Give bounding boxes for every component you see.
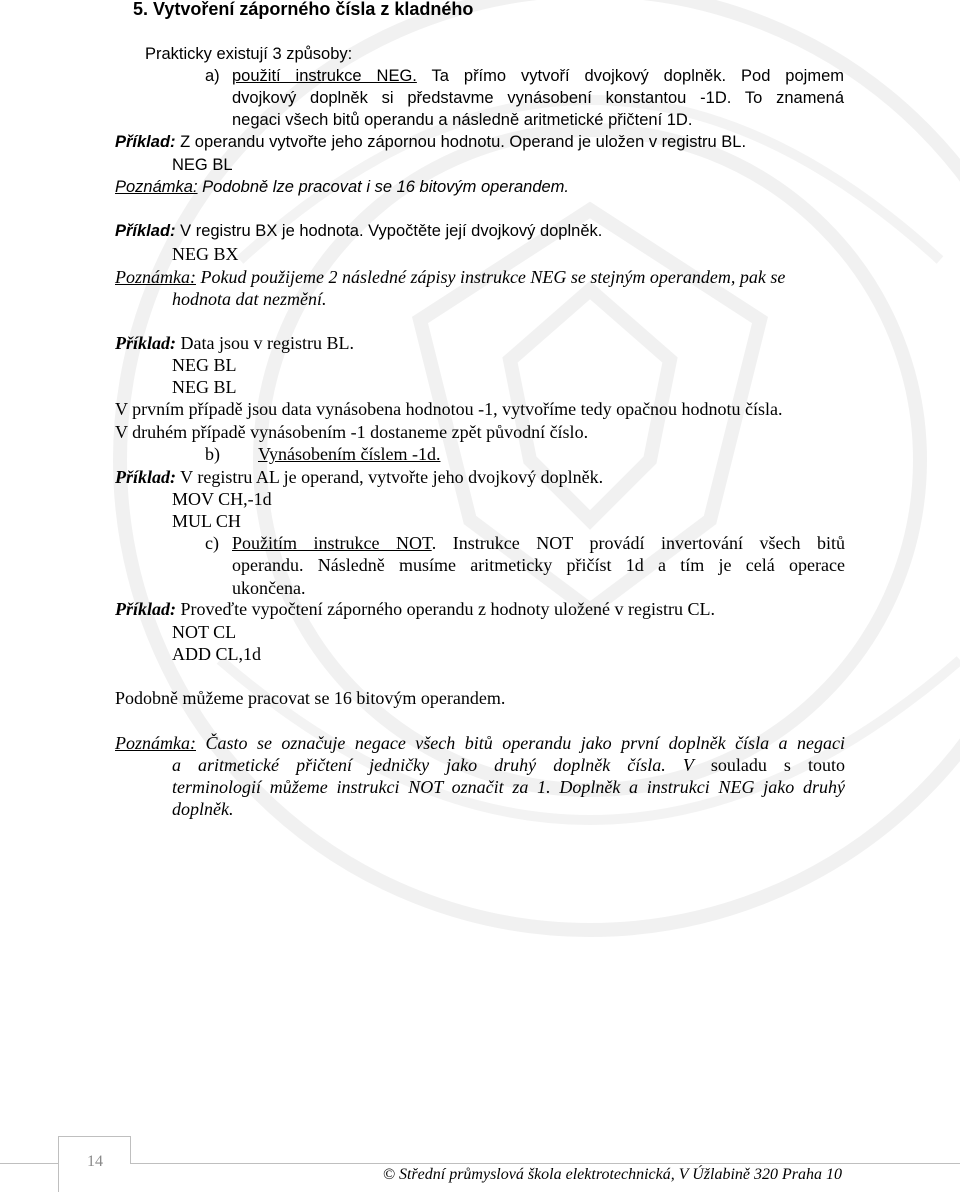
example-3-line-2: V druhém případě vynásobením -1 dostaneme zpět původní číslo. — [115, 422, 589, 442]
summary-text: Podobně můžeme pracovat se 16 bitovým operandem. — [115, 688, 506, 708]
note-label: Poznámka: — [115, 267, 196, 287]
note-label: Poznámka: — [115, 733, 196, 753]
example-label: Příklad: — [115, 133, 176, 151]
note-label: Poznámka: — [115, 178, 198, 196]
example-3-code-2: NEG BL — [172, 377, 237, 397]
list-item-a-line1: použití instrukce NEG. Ta přímo vytvoří dvojkový doplněk. Pod pojmem — [232, 67, 844, 85]
neg-instruction-link[interactable]: použití instrukce NEG. — [232, 67, 417, 85]
page-number: 14 — [87, 1153, 103, 1170]
list-item-a-line3: negaci všech bitů operandu a následně aritmetické přičtení 1D. — [232, 111, 693, 129]
example-4-code-2: MUL CH — [172, 511, 241, 531]
list-item-a-marker: a) — [205, 67, 220, 85]
list-item-c-line1: Použitím instrukce NOT. Instrukce NOT provádí invertování všech bitů — [232, 533, 846, 553]
example-4: Příklad: V registru AL je operand, vytvořte jeho dvojkový doplněk. — [115, 467, 604, 487]
list-item-b-marker: b) — [205, 444, 220, 464]
list-item-a-line2: dvojkový doplněk si představme vynásobení konstantou -1D. To znamená — [232, 89, 844, 107]
not-instruction-link[interactable]: Použitím instrukce NOT — [232, 533, 432, 553]
example-5-code-1: NOT CL — [172, 622, 237, 642]
example-5-code-2: ADD CL,1d — [172, 644, 261, 664]
example-2: Příklad: V registru BX je hodnota. Vypočtěte její dvojkový doplněk. — [115, 222, 603, 240]
footer-rule-top — [58, 1136, 130, 1137]
list-item-c-marker: c) — [205, 533, 219, 553]
footer-rule-left — [0, 1163, 58, 1164]
list-item-c-line2: operandu. Následně musíme aritmeticky přičíst 1d a tím je celá operace — [232, 555, 845, 575]
example-2-note: Poznámka: Pokud použijeme 2 následné zápisy instrukce NEG se stejným operandem, pak se — [115, 267, 786, 287]
final-note-line2: a aritmetické přičtení jedničky jako druhý doplněk čísla. V souladu s touto — [172, 755, 845, 775]
example-label: Příklad: — [115, 222, 176, 240]
section-heading: 5. Vytvoření záporného čísla z kladného — [133, 0, 474, 19]
example-1-note: Poznámka: Podobně lze pracovat i se 16 bitovým operandem. — [115, 178, 570, 196]
final-note-line4: doplněk. — [172, 799, 234, 819]
final-note-line3: terminologií můžeme instrukci NOT označit za 1. Doplněk a instrukci NEG jako druhý — [172, 777, 845, 797]
example-3: Příklad: Data jsou v registru BL. — [115, 333, 354, 353]
example-2-note-line2: hodnota dat nezmění. — [172, 289, 327, 309]
example-4-code-1: MOV CH,-1d — [172, 489, 272, 509]
example-3-code-1: NEG BL — [172, 355, 237, 375]
multiply-link[interactable]: Vynásobením číslem -1d. — [258, 444, 441, 464]
example-label: Příklad: — [115, 333, 176, 353]
example-3-line-1: V prvním případě jsou data vynásobena hodnotou -1, vytvoříme tedy opačnou hodnotu čísla. — [115, 399, 783, 419]
example-1: Příklad: Z operandu vytvořte jeho zápornou hodnotu. Operand je uložen v registru BL. — [115, 133, 747, 151]
footer-rule-divider-left — [58, 1136, 59, 1192]
example-label: Příklad: — [115, 599, 176, 619]
example-label: Příklad: — [115, 467, 176, 487]
example-2-code: NEG BX — [172, 244, 239, 264]
example-1-code: NEG BL — [172, 156, 233, 174]
intro-text: Prakticky existují 3 způsoby: — [145, 45, 353, 63]
final-note-line1: Poznámka: Často se označuje negace všech bitů operandu jako první doplněk čísla a negaci — [115, 733, 845, 753]
list-item-c-line3: ukončena. — [232, 578, 306, 598]
footer-copyright: © Střední průmyslová škola elektrotechnická, V Úžlabině 320 Praha 10 — [382, 1166, 842, 1183]
footer-rule-right — [130, 1163, 960, 1164]
example-5: Příklad: Proveďte vypočtení záporného operandu z hodnoty uložené v registru CL. — [115, 599, 715, 619]
footer-rule-divider-right — [130, 1136, 131, 1164]
